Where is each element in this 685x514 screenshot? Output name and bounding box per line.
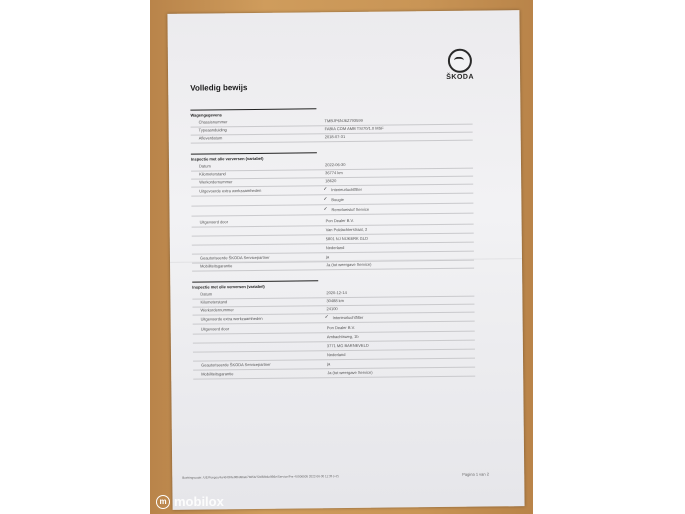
row-value: Pon Dealer B.V.: [326, 324, 356, 331]
row-label: Werkordernummer: [199, 179, 233, 185]
page-number: Pagina 1 van 2: [462, 471, 489, 477]
row-value: 2020-12-14: [326, 289, 347, 296]
skoda-logo: [440, 49, 480, 81]
row-label: Uitgevoerde extra werkzaamheden: [199, 187, 262, 194]
check-icon: ✓: [323, 206, 328, 213]
row-label: Kilometerstand: [200, 299, 228, 305]
row-value: Nederland: [326, 352, 346, 358]
row-value: Pon Dealer B.V.: [325, 217, 354, 224]
row-label: Mobiliteitsgarantie: [201, 371, 234, 377]
check-icon: ✓: [324, 314, 329, 321]
table-row: [193, 368, 475, 380]
row-value: 18620: [325, 178, 337, 184]
row-label: Uitgevoerd door: [200, 326, 230, 332]
left-background: [0, 0, 150, 514]
check-icon: ✓: [323, 186, 328, 193]
row-value: Bougie: [331, 197, 344, 203]
row-value: ja: [327, 361, 331, 367]
table-row: [192, 260, 474, 272]
booking-code-footer: Boekingscode: /UE/Fuegoo/4a4d40f4e08bd96eb7b05b/72eB8b6e9B6e/Service/Pre 4U006005 2022-06-30 11:35 (+2): [182, 474, 339, 480]
row-value: Ja (tot weergave Service): [327, 369, 373, 376]
row-label: Uitgevoerde extra werkzaamheden: [200, 315, 263, 322]
row-value: 36774 km: [325, 170, 343, 176]
check-icon: ✓: [323, 196, 328, 203]
right-background: [533, 0, 685, 514]
row-value: 2022-06-30: [324, 162, 346, 168]
row-label: Werkordernummer: [200, 307, 234, 313]
row-label: Datum: [198, 163, 211, 169]
row-value: Interieurluchtfilter: [331, 186, 362, 193]
row-value: Remvloeistof Service: [331, 206, 370, 213]
row-value: ja: [325, 254, 330, 260]
logo-text: ŠKODA: [446, 73, 475, 81]
row-label: Chassisnummer: [198, 119, 228, 125]
row-value: Interieurluchtfilter: [332, 314, 364, 321]
row-label: Uitgevoerd door: [199, 219, 229, 225]
row-label: Kilometerstand: [199, 171, 226, 177]
row-value: Ja (tot weergave Service): [326, 261, 372, 268]
row-label: Datum: [200, 291, 213, 297]
row-label: Typeaanduiding: [198, 127, 227, 133]
inspection1-heading: Inspectie met olie verversen (variabel): [191, 152, 317, 162]
table-row: [191, 132, 473, 144]
vehicle-heading: Wagengegevens: [190, 108, 316, 118]
row-value: 2018-07-31: [324, 134, 346, 140]
watermark-text: mobilox: [174, 494, 224, 509]
row-value: Van Poldachterstraat, 2: [325, 226, 368, 233]
row-value: 30488 km: [326, 298, 345, 304]
row-value: Ambachtsweg, 1b: [326, 333, 359, 340]
service-document: [167, 10, 524, 510]
row-label: Geautoriseerde ŠKODA Servicepartner: [201, 361, 271, 368]
table-row: [191, 205, 473, 217]
row-value: Nederland: [325, 245, 345, 251]
row-label: Afleverdatum: [198, 135, 223, 141]
watermark: [156, 494, 224, 509]
row-value: 5801 NJ NIJKERK GLD: [325, 235, 369, 242]
row-value: TMBJP6NJ6Z793599: [324, 117, 363, 124]
inspection2-heading: Inspectie met olie verversen (variabel): [192, 280, 318, 290]
row-value: 24100: [326, 306, 338, 312]
mobilox-logo-icon: m: [156, 495, 170, 509]
page-title: Volledig bewijs: [190, 83, 248, 93]
row-value: FABIA COM AMB TS/70/1.0 MSF: [324, 125, 384, 132]
row-label: Geautoriseerde ŠKODA Servicepartner: [199, 254, 270, 261]
row-label: Mobiliteitsgarantie: [200, 263, 233, 269]
row-value: 3771 MG BARNEVELD: [326, 342, 369, 349]
skoda-emblem-icon: [448, 49, 472, 73]
